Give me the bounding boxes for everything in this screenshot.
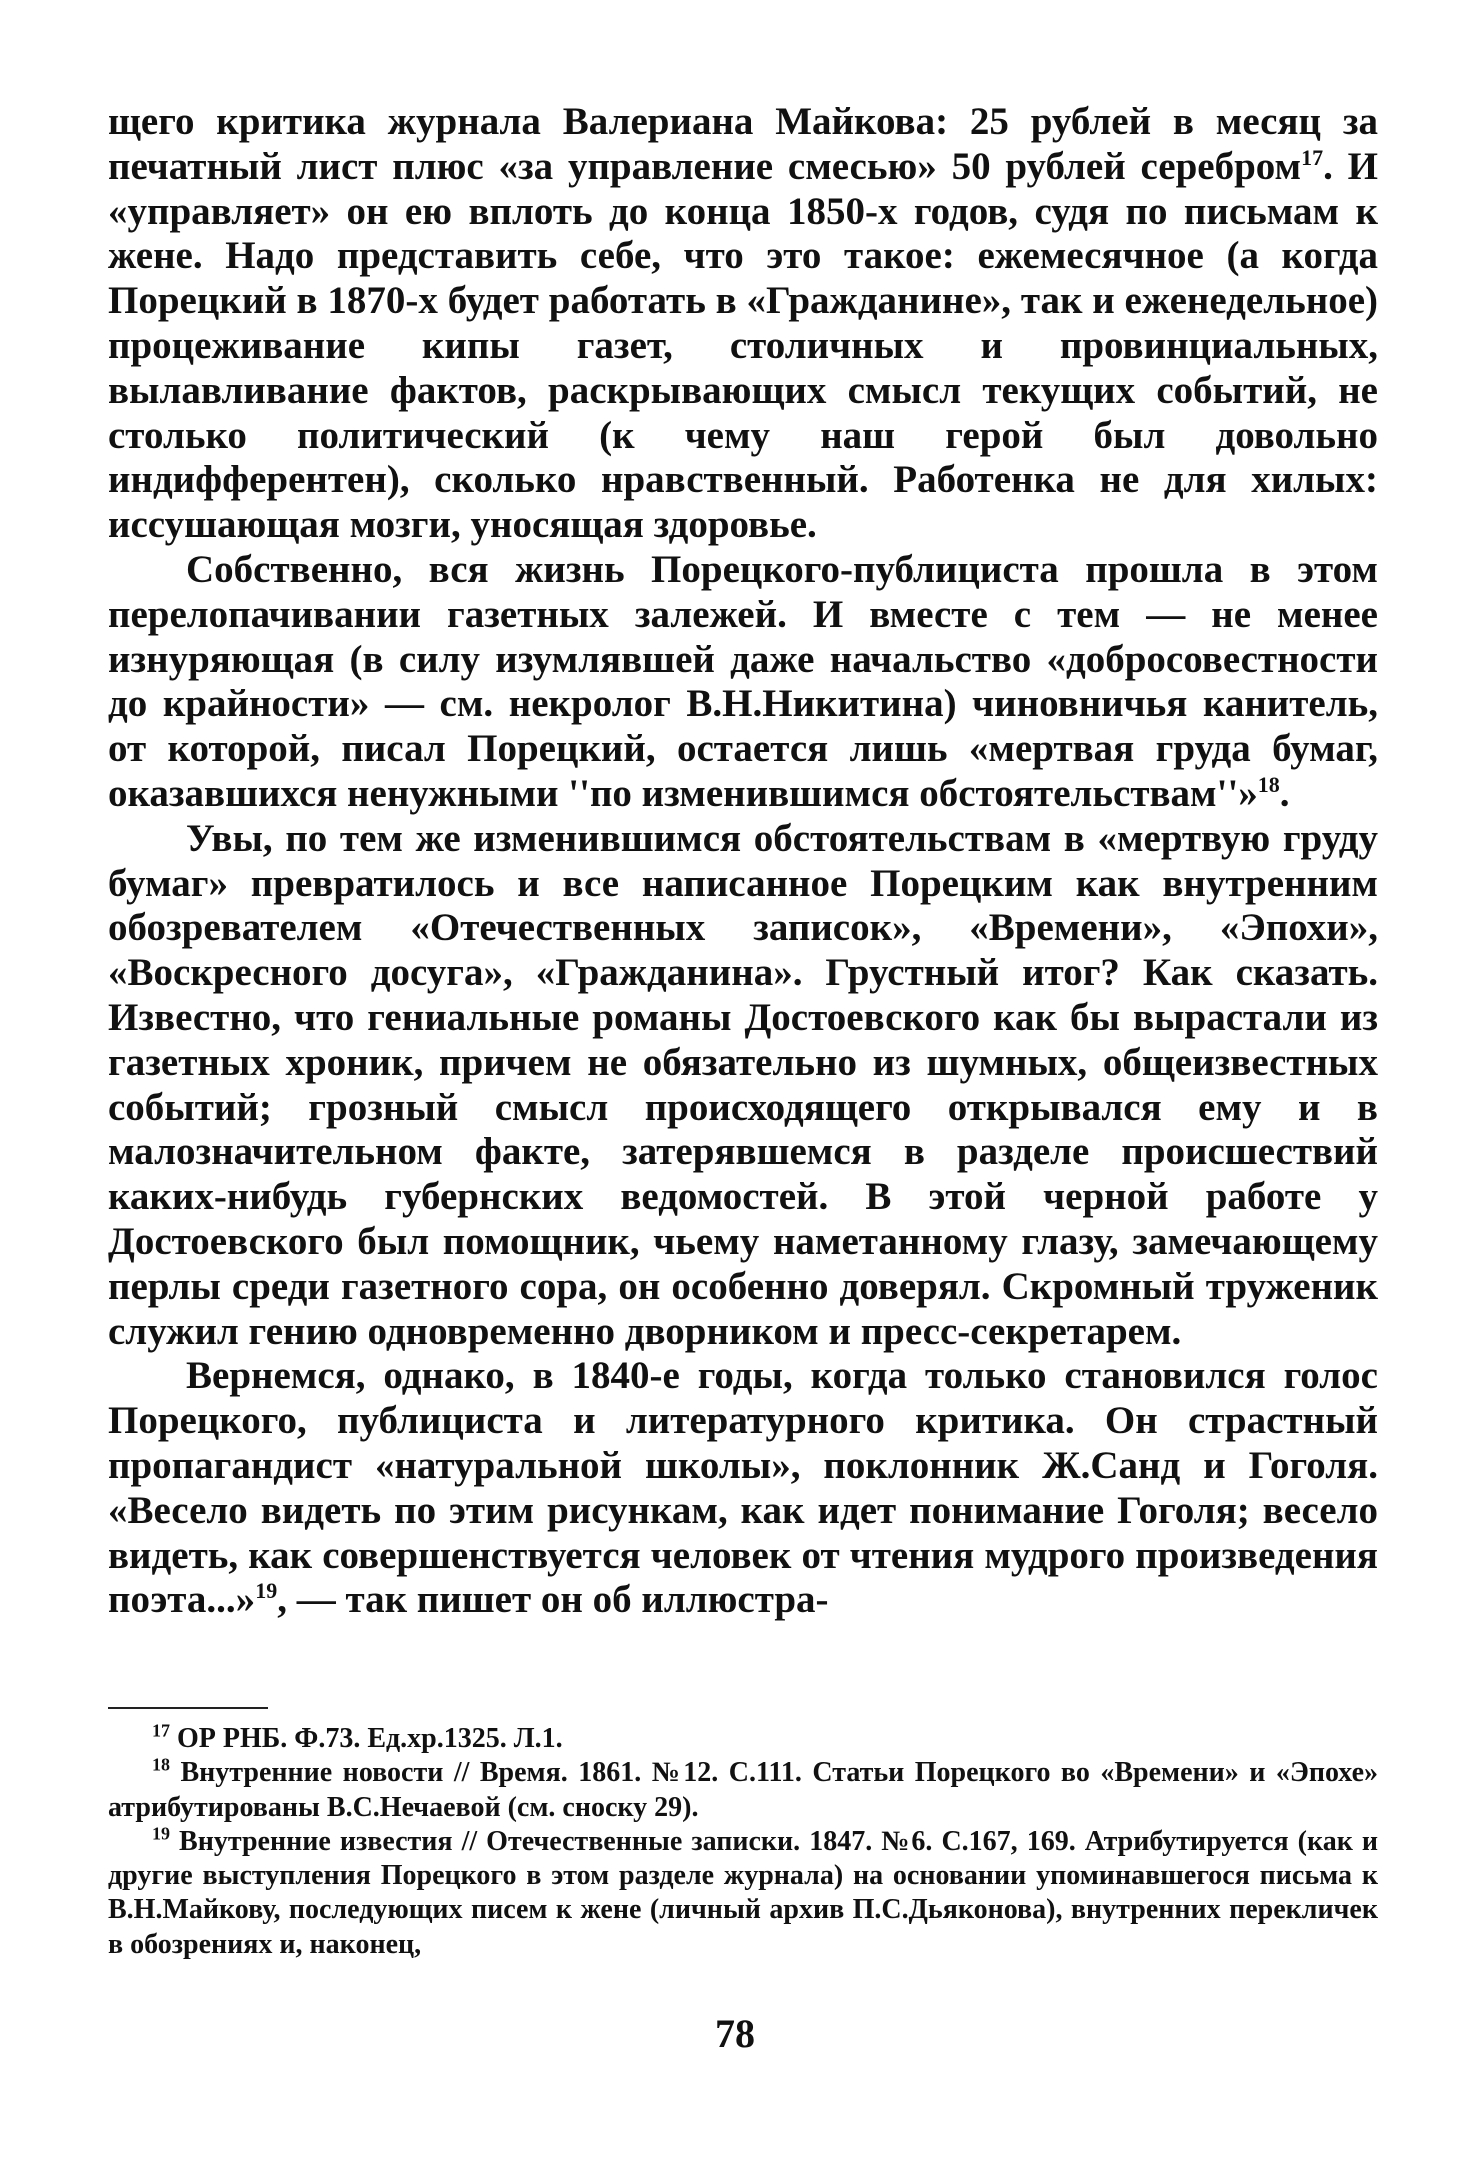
footnote-19 [108, 1825, 1378, 1962]
footnotes [108, 1722, 1378, 1962]
paragraph-4 [108, 1354, 1378, 1623]
main-text [108, 100, 1378, 1623]
footnote-number: 18 [152, 1754, 170, 1775]
footnote-ref-17: 17 [1301, 144, 1324, 170]
footnote-text: Внутренние новости // Время. 1861. №12. С.111. Статьи Порецкого во «Времени» и «Эпохе» атрибутированы В.С.Нечаевой (см. сноску 29). [108, 1757, 1379, 1823]
paragraph-4-text-b: , — так пишет он об иллюстра- [277, 1578, 829, 1622]
footnote-17 [108, 1722, 1378, 1756]
footnote-text: ОР РНБ. Ф.73. Ед.хр.1325. Л.1. [177, 1723, 563, 1754]
paragraph-3: Увы, по тем же изменившимся обстоятельствам в «мертвую груду бумаг» превратилось и все написанное Порецким как внутренним обозревателем «Отечественных записок», «Времени», «Эпохи», «Воскресного досуга», «Гражданина». Грустный итог? Как сказать. Известно, что гениальные романы Достоевского как бы вырастали из газетных хроник, причем не обязательно из шумных, общеизвестных событий; грозный смысл происходящего открывался ему и в малозначительном факте, затерявшемся в разделе происшествий каких-нибудь губернских ведомостей. В этой черной работе у Достоевского был помощник, чьему наметанному глазу, замечающему перлы среди газетного сора, он особенно доверял. Скромный труженик служил гению одновременно дворником и пресс-секретарем. [108, 816, 1378, 1353]
paragraph-2-text-b: . [1279, 771, 1290, 815]
paragraph-1-text-b: . И «управляет» он ею вплоть до конца 1850-х годов, судя по письмам к жене. Надо представить себе, что это такое: ежемесячное (а когда Порецкий в 1870-х будет работать в «Гражданине», так и еженедельное) процеживание кипы газет, столичных и провинциальных, вылавливание фактов, раскрывающих смысл текущих событий, не столько политический (к чему наш герой был довольно индифферентен), сколько нравственный. Работенка не для хилых: иссушающая мозги, уносящая здоровье. [108, 144, 1378, 547]
footnote-text: Внутренние известия // Отечественные записки. 1847. №6. С.167, 169. Атрибутируется (как и другие выступления Порецкого в этом разделе журнала) на основании упоминавшегося письма к В.Н.Майкову, последующих писем к жене (личный архив П.С.Дьяконова), внутренних перекличек в обозрениях и, наконец, [108, 1825, 1379, 1960]
footnote-number: 19 [152, 1823, 170, 1844]
paragraph-4-text-a: Вернемся, однако, в 1840-е годы, когда только становился голос Порецкого, публициста и литературного критика. Он страстный пропагандист «натуральной школы», поклонник Ж.Санд и Гоголя. «Весело видеть по этим рисункам, как идет понимание Гоголя; весело видеть, как совершенствуется человек от чтения мудрого произведения поэта...» [108, 1354, 1378, 1622]
page-number: 78 [715, 2011, 755, 2056]
paragraph-1-text-a: щего критика журнала Валериана Майкова: 25 рублей в месяц за печатный лист плюс «за управление смесью» 50 рублей серебром [108, 100, 1378, 188]
footnote-number: 17 [152, 1720, 170, 1741]
paragraph-2-text-a: Собственно, вся жизнь Порецкого-публициста прошла в этом перелопачивании газетных залежей. И вместе с тем — не менее изнуряющая (в силу изумлявшей даже начальство «добросовестности до крайности» — см. некролог В.Н.Никитина) чиновничья канитель, от которой, писал Порецкий, остается лишь «мертвая груда бумаг, оказавшихся ненужными ''по изменившимся обстоятельствам''» [108, 547, 1378, 815]
paragraph-1 [108, 100, 1378, 548]
paragraph-2 [108, 548, 1378, 817]
footnote-ref-18: 18 [1257, 771, 1280, 797]
footnote-divider [108, 1707, 268, 1709]
footnote-ref-19: 19 [255, 1578, 278, 1604]
footnote-18 [108, 1756, 1378, 1825]
